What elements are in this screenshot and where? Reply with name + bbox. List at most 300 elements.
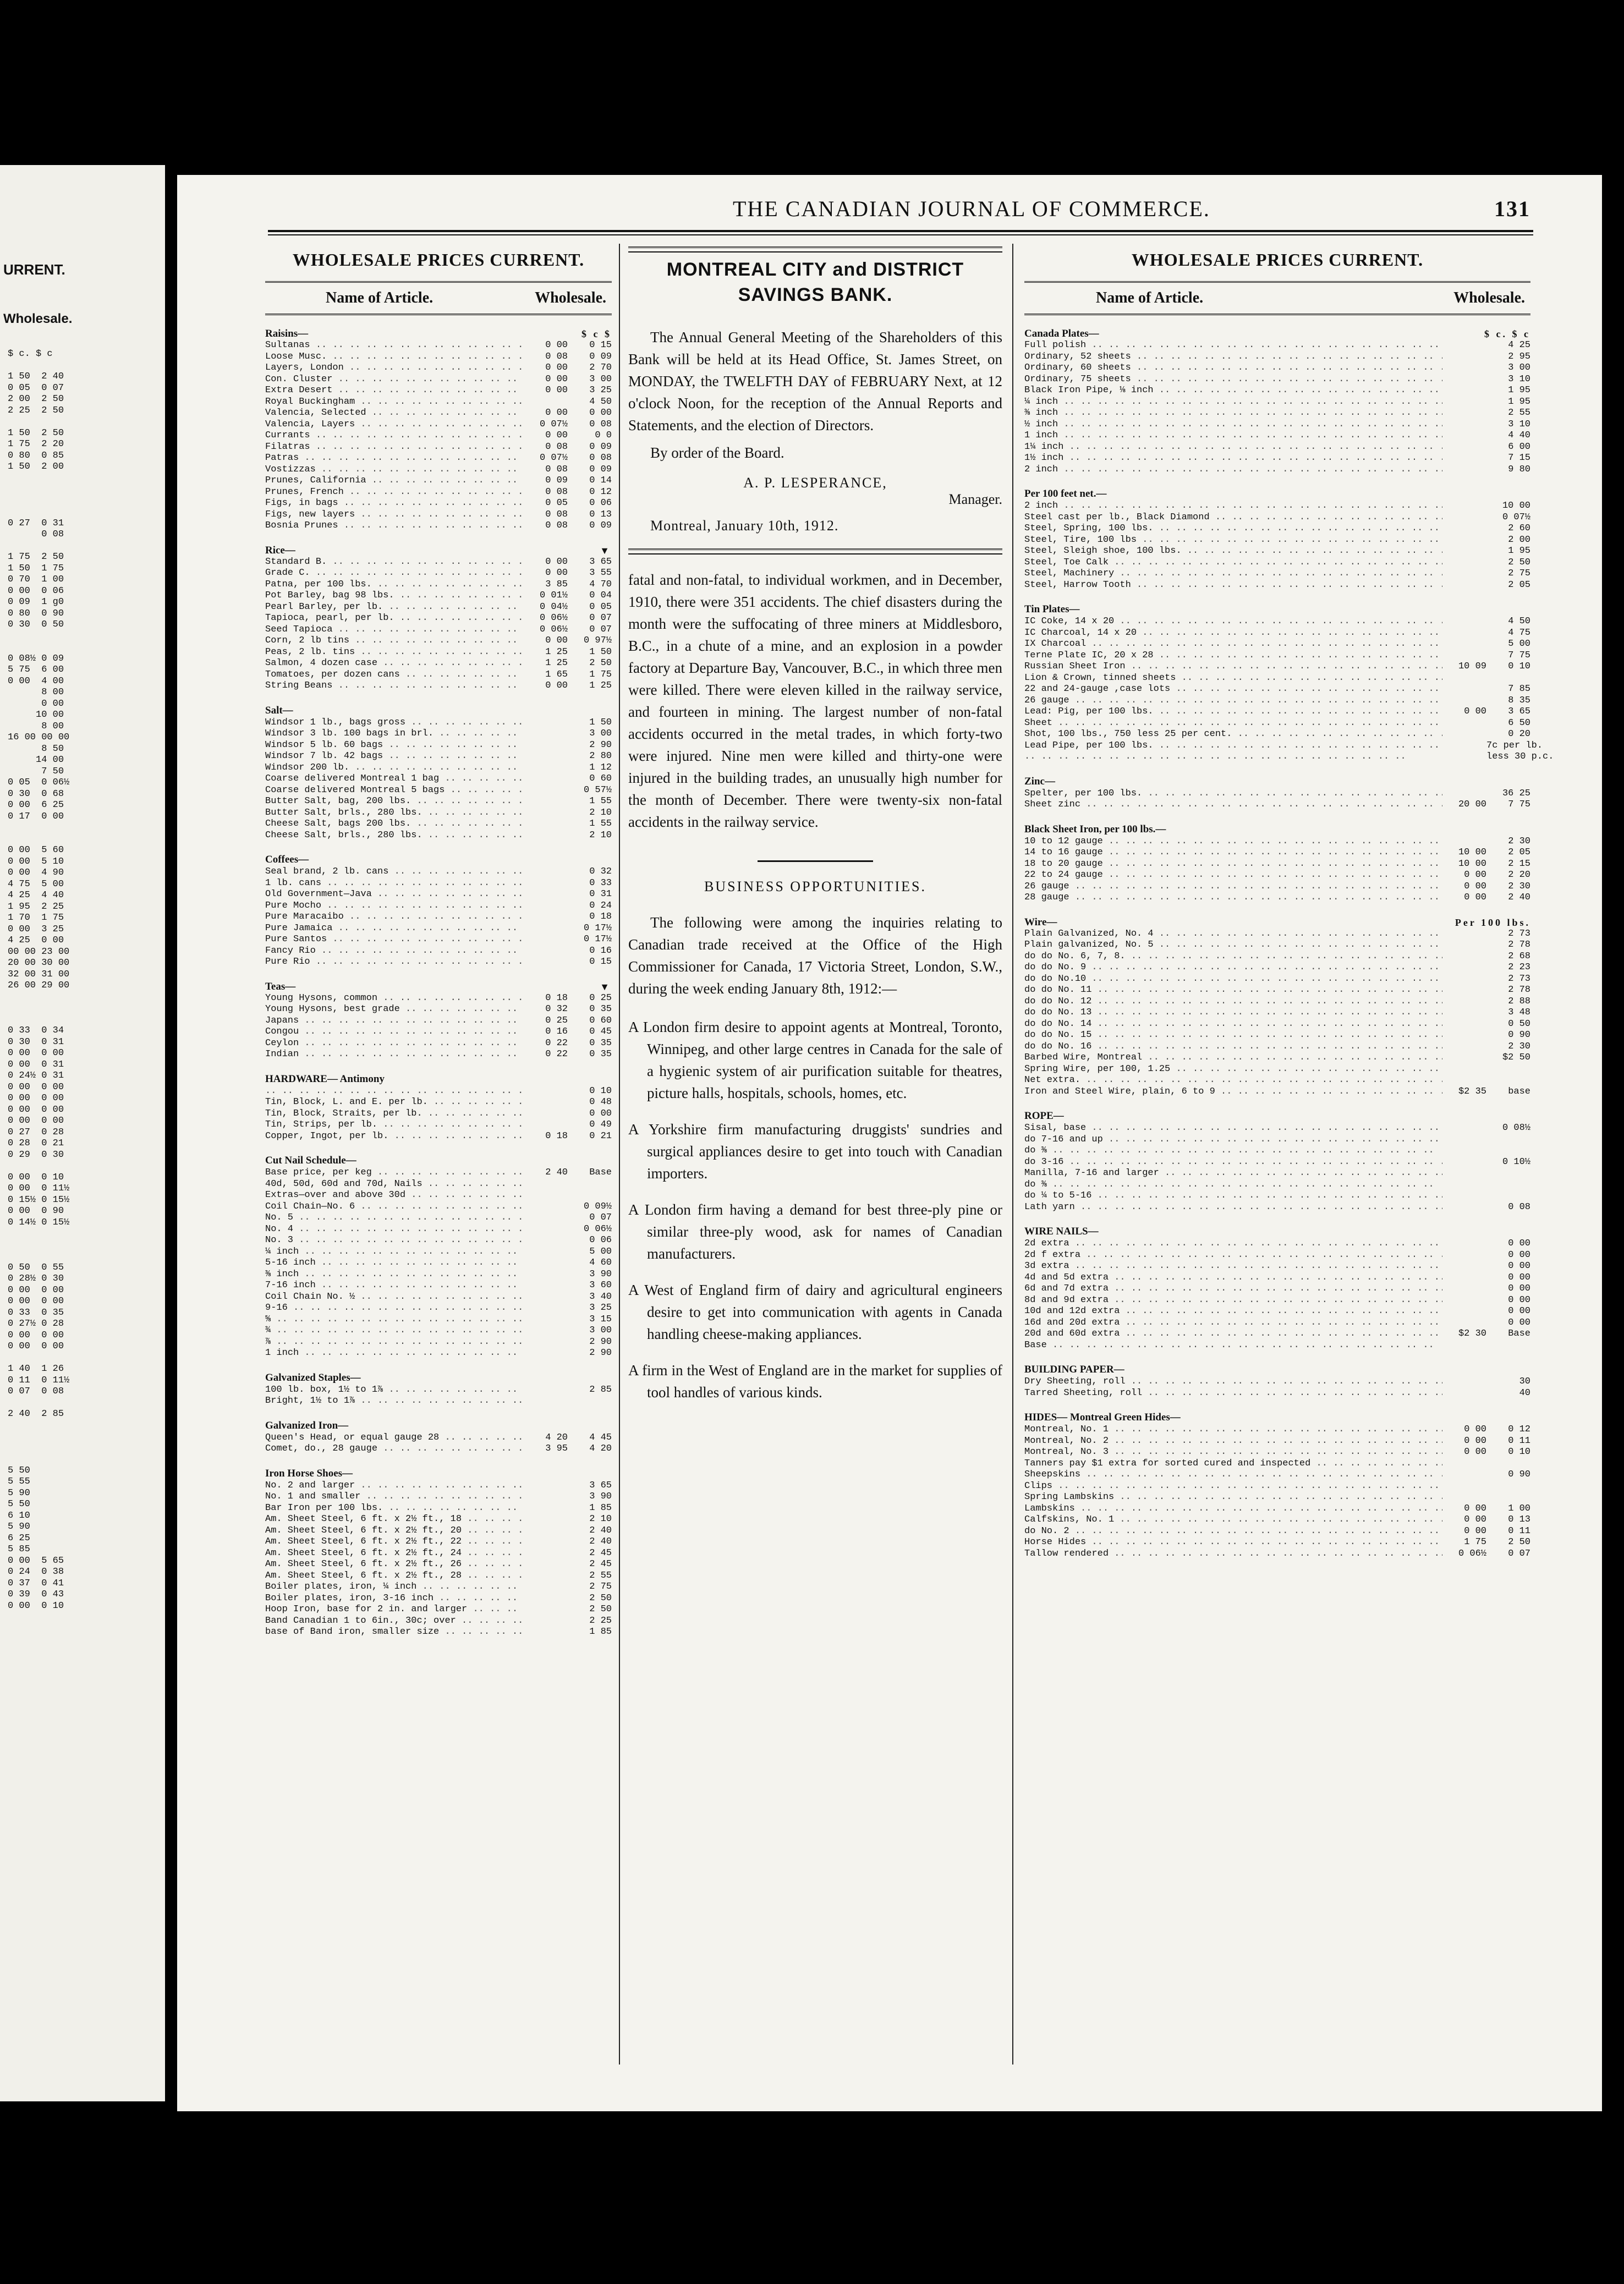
price-row	[265, 1337, 612, 1348]
article-name: ⅜ inch .. ..	[265, 1269, 524, 1281]
price-row	[1024, 442, 1530, 453]
price-high: 2 45	[589, 1559, 612, 1569]
price-high: 2 10	[589, 830, 612, 841]
article-name: Salmon, 4 dozen case .. ..	[265, 658, 524, 669]
price-high: 0 12	[1508, 1424, 1530, 1435]
price-row	[1024, 729, 1530, 740]
price-row	[265, 1616, 612, 1627]
price-high: 1 00	[1508, 1503, 1530, 1514]
facing-price-row: 0 00 4 90	[8, 868, 64, 878]
price-row	[1024, 1086, 1530, 1098]
facing-price-row: 0 15½ 0 15½	[8, 1194, 70, 1205]
article-name: Cheese Salt, bags 200 lbs. .. ..	[265, 819, 524, 830]
article-name: do 3-16 .. ..	[1024, 1157, 1442, 1168]
price-low	[524, 1280, 568, 1292]
price-low	[524, 1201, 568, 1213]
price-low: 0 08	[545, 520, 568, 531]
price-row	[1024, 1424, 1530, 1436]
facing-price-row	[0, 992, 165, 1003]
facing-price-row	[0, 496, 165, 507]
facing-price-row: 5 75 6 00	[8, 665, 64, 675]
price-low	[1442, 374, 1486, 386]
price-low: 0 00	[1464, 881, 1486, 892]
price-row	[1024, 940, 1530, 951]
price-low	[524, 1325, 568, 1337]
price-high: 4 70	[589, 579, 612, 590]
price-low	[524, 878, 568, 890]
facing-price-row	[0, 1014, 165, 1026]
price-row	[265, 1224, 612, 1236]
article-name: Terne Plate IC, 20 x 28 .. ..	[1024, 650, 1442, 662]
price-row	[1024, 1283, 1530, 1295]
price-low	[524, 1247, 568, 1258]
article-name: Layers, London .. ..	[265, 363, 524, 374]
facing-price-row: 0 27 0 31	[8, 518, 64, 529]
price-low	[524, 762, 568, 774]
price-high: 2 50	[1508, 557, 1530, 568]
article-name: Windsor 3 lb. 100 bags in brl. .. ..	[265, 728, 524, 740]
price-low	[1442, 1261, 1486, 1272]
price-low: 0 00	[545, 363, 568, 373]
article-name: Young Hysons, common .. ..	[265, 993, 524, 1004]
business-intro: The following were among the inquiries relating to Canadian trade received at the Office of the High Commissioner for Canada, 17 Victoria Street, London, S.W., during the week ending January 8th, 1912:—	[628, 914, 1002, 997]
price-low: 0 00	[545, 556, 568, 567]
price-high: 1 55	[589, 796, 612, 806]
facing-price-row: 5 55	[8, 1476, 30, 1487]
price-high: 0 07	[589, 1212, 612, 1223]
news-column	[628, 246, 1002, 1418]
price-high: 0 31	[589, 889, 612, 899]
price-row	[1024, 580, 1530, 591]
price-low	[1442, 430, 1486, 442]
price-row	[265, 1097, 612, 1108]
article-name: Full polish .. ..	[1024, 340, 1442, 352]
box-rule	[628, 548, 1002, 554]
section-heading: BUILDING PAPER—	[1024, 1364, 1124, 1375]
price-low	[1442, 557, 1486, 569]
price-low: 0 06½	[1458, 1548, 1486, 1559]
price-low	[1442, 684, 1486, 695]
article-name: Windsor 5 lb. 60 bags .. ..	[265, 740, 524, 751]
price-high: 2 78	[1508, 940, 1530, 950]
price-row	[1024, 1317, 1530, 1329]
article-name: Iron and Steel Wire, plain, 6 to 9 .. ..	[1024, 1086, 1442, 1098]
price-low: 0 00	[1464, 870, 1486, 880]
price-high: 7 75	[1508, 799, 1530, 810]
price-low	[1442, 535, 1486, 546]
section-heading: Tin Plates—	[1024, 603, 1080, 615]
price-high: 0 18	[589, 912, 612, 922]
price-low: 0 00	[545, 635, 568, 646]
price-low	[524, 1480, 568, 1492]
price-high: 0 09½	[583, 1201, 612, 1212]
price-high: 2 05	[1508, 847, 1530, 858]
article-name: Peas, 2 lb. tins .. ..	[265, 647, 524, 658]
price-high: 2 73	[1508, 928, 1530, 939]
price-low	[1442, 996, 1486, 1008]
price-high: 0 13	[589, 509, 612, 520]
price-low	[524, 1548, 568, 1560]
price-low	[1442, 718, 1486, 729]
price-row	[265, 808, 612, 819]
price-low: 0 00	[1464, 706, 1486, 717]
price-row	[1024, 1041, 1530, 1053]
price-row	[1024, 340, 1530, 352]
article-name: Valencia, Selected .. ..	[265, 408, 524, 419]
price-row	[1024, 1075, 1530, 1086]
price-row	[1024, 673, 1530, 684]
facing-price-row: 0 80 0 90	[8, 608, 64, 619]
article-name: Net extra. .. ..	[1024, 1075, 1442, 1086]
meeting-notice: The Annual General Meeting of the Shareholders of this Bank will be held at its Head Office, St. James Street, on MONDAY, the TWELFTH DAY of FEBRUARY Next, at 12 o'clock Noon, for the reception of the Annual Reports and Statements, and the election of Directors.	[628, 329, 1002, 433]
price-high: 1 50	[589, 717, 612, 728]
price-high: 2 50	[1508, 1537, 1530, 1547]
price-row	[1024, 1250, 1530, 1261]
price-high	[568, 1396, 612, 1407]
price-low: 10 09	[1458, 661, 1486, 672]
article-name: ½ inch .. ..	[1024, 419, 1442, 431]
price-row	[1024, 695, 1530, 707]
price-high: 0 10	[1508, 661, 1530, 672]
article-name: 9-16 .. ..	[265, 1303, 524, 1314]
price-row	[265, 1548, 612, 1560]
price-high: 5 00	[589, 1246, 612, 1257]
price-low	[1442, 1202, 1486, 1214]
article-name: do do No. 13 .. ..	[1024, 1007, 1442, 1019]
price-row	[265, 1525, 612, 1537]
price-row	[265, 397, 612, 408]
price-low	[1442, 1283, 1486, 1295]
opportunity-item: A West of England firm of dairy and agricultural engineers desire to get into communication with agents in Canada handling cheese-making appliances.	[628, 1282, 1002, 1342]
article-name: 2d f extra .. ..	[1024, 1250, 1442, 1261]
price-low: 1 65	[545, 669, 568, 680]
price-high: 0 08	[589, 419, 612, 430]
price-row	[265, 1086, 612, 1097]
price-high: 2 20	[1508, 870, 1530, 880]
price-row	[1024, 718, 1530, 729]
facing-price-row: 0 08½ 0 09	[8, 653, 64, 664]
article-name: Pearl Barley, per lb. .. ..	[265, 602, 524, 613]
price-high: 4 20	[589, 1443, 612, 1454]
price-low	[1442, 740, 1486, 752]
price-row	[1024, 1492, 1530, 1503]
facing-price-row: 0 39 0 43	[8, 1589, 64, 1600]
article-name: IC Coke, 14 x 20 .. ..	[1024, 616, 1442, 628]
price-low	[1442, 1340, 1486, 1352]
section-heading: HIDES— Montreal Green Hides—	[1024, 1412, 1181, 1423]
price-high: 3 00	[589, 728, 612, 739]
article-name: Tanners pay $1 extra for sorted cured and inspected .. ..	[1024, 1458, 1442, 1470]
facing-price-row	[0, 1003, 165, 1014]
price-high: 0 24	[589, 900, 612, 911]
price-high: 0 45	[589, 1026, 612, 1037]
price-low: 0 08	[545, 509, 568, 520]
facing-price-row: 5 50	[8, 1499, 30, 1509]
article-name: Montreal, No. 3 .. ..	[1024, 1447, 1442, 1458]
price-row	[265, 889, 612, 901]
facing-price-row	[0, 360, 165, 372]
price-row	[265, 374, 612, 386]
price-low	[1442, 1134, 1486, 1146]
facing-price-row	[0, 473, 165, 485]
article-name: Steel, Spring, 100 lbs. .. ..	[1024, 523, 1442, 535]
price-high: 2 45	[589, 1547, 612, 1558]
article-name: Butter Salt, bag, 200 lbs. .. ..	[265, 796, 524, 808]
price-row	[265, 602, 612, 613]
notice-date: Montreal, January 10th, 1912.	[650, 518, 839, 534]
price-high: 0 60	[589, 773, 612, 784]
price-high: 3 65	[589, 556, 612, 567]
price-row	[1024, 1503, 1530, 1515]
price-low: 0 25	[545, 1015, 568, 1026]
price-row	[265, 901, 612, 912]
facing-page-title: URRENT.	[3, 261, 65, 278]
price-high: 4 50	[1508, 616, 1530, 627]
article-name: Am. Sheet Steel, 6 ft. x 2½ ft., 18 .. ..	[265, 1514, 524, 1525]
article-name	[265, 1086, 524, 1097]
article-name: Boiler plates, iron, 3-16 inch .. ..	[265, 1593, 524, 1605]
price-row	[1024, 1526, 1530, 1538]
price-row	[1024, 639, 1530, 650]
article-name: Japans .. ..	[265, 1015, 524, 1027]
price-row	[265, 1396, 612, 1407]
price-low	[1442, 385, 1486, 397]
article-name: 22 and 24-gauge ,case lots .. ..	[1024, 684, 1442, 695]
price-low	[1442, 751, 1486, 763]
price-low	[524, 1385, 568, 1396]
price-high: 3 25	[589, 385, 612, 396]
price-low: 0 00	[545, 385, 568, 396]
price-row	[1024, 650, 1530, 662]
price-row	[265, 1108, 612, 1120]
price-low	[524, 1348, 568, 1359]
price-high: 2 10	[589, 807, 612, 818]
facing-price-row: 0 33 0 34	[8, 1025, 64, 1036]
article-name: Pure Maracaibo .. ..	[265, 912, 524, 923]
price-high: less 30 p.c.	[1486, 751, 1554, 762]
facing-price-row: 0 00 0 00	[8, 1341, 64, 1352]
facing-price-row: 0 14½ 0 15½	[8, 1217, 70, 1228]
article-name: do do No. 14 .. ..	[1024, 1019, 1442, 1030]
price-high	[1486, 1179, 1530, 1191]
price-low: 0 05	[545, 498, 568, 508]
price-row	[265, 1049, 612, 1061]
facing-price-row: 0 30 0 31	[8, 1036, 64, 1047]
price-row	[265, 1179, 612, 1190]
price-row	[265, 1038, 612, 1050]
facing-price-row: 0 08	[8, 529, 64, 540]
facing-price-row	[0, 541, 165, 552]
article-name: Pure Rio .. ..	[265, 957, 524, 968]
article-name: Butter Salt, brls., 280 lbs. .. ..	[265, 808, 524, 819]
price-row	[1024, 799, 1530, 811]
price-high: 2 90	[589, 1336, 612, 1347]
article-name: do do No. 11 .. ..	[1024, 985, 1442, 996]
article-name: 14 to 16 gauge .. ..	[1024, 847, 1442, 859]
price-row	[265, 475, 612, 487]
article-name: Clips .. ..	[1024, 1481, 1442, 1492]
article-name: Pot Barley, bag 98 lbs. .. ..	[265, 590, 524, 602]
price-high: 0 20	[1508, 729, 1530, 739]
article-name: Tin, Block, Straits, per lb. .. ..	[265, 1108, 524, 1120]
price-high: 0 49	[589, 1119, 612, 1130]
price-low: 1 25	[545, 646, 568, 657]
price-row	[1024, 352, 1530, 363]
price-high: 0 00	[1508, 1306, 1530, 1316]
facing-price-row: 00 00 23 00	[8, 946, 70, 957]
article-name: do do No. 6, 7, 8. .. ..	[1024, 951, 1442, 963]
price-low	[524, 1337, 568, 1348]
price-low: 0 00	[545, 340, 568, 350]
facing-price-row: 0 00 0 90	[8, 1206, 64, 1216]
price-row	[1024, 363, 1530, 374]
price-high: 2 68	[1508, 951, 1530, 962]
price-high: 2 60	[1508, 523, 1530, 534]
price-row	[1024, 1340, 1530, 1352]
price-low	[1442, 1306, 1486, 1317]
price-row	[1024, 661, 1530, 673]
price-row	[265, 669, 612, 681]
price-high: 0 08	[1508, 1201, 1530, 1212]
article-name: Seed Tapioca .. ..	[265, 624, 524, 636]
section-heading: Wire—	[1024, 916, 1057, 928]
price-high: 0 50	[1508, 1018, 1530, 1029]
price-low: 0 00	[545, 680, 568, 691]
price-row	[1024, 1306, 1530, 1317]
price-low	[1442, 1238, 1486, 1250]
price-low	[524, 1582, 568, 1593]
price-low	[1442, 1064, 1486, 1075]
facing-price-row	[0, 822, 165, 834]
facing-price-row: 0 00 0 00	[8, 1284, 64, 1295]
facing-price-row	[0, 1228, 165, 1240]
price-low: 0 07½	[539, 419, 568, 430]
price-high: 2 25	[589, 1615, 612, 1626]
article-name: Plain Galvanized, No. 4 .. ..	[1024, 929, 1442, 940]
price-high: 0 32	[589, 866, 612, 877]
price-high: $2 50	[1502, 1052, 1530, 1063]
price-low	[524, 1536, 568, 1548]
price-high: 0 08½	[1502, 1123, 1530, 1133]
price-high	[1486, 1145, 1530, 1157]
price-high: 3 10	[1508, 419, 1530, 430]
price-low	[1442, 695, 1486, 707]
facing-price-row	[0, 484, 165, 496]
article-name: do ¼ to 5-16 .. ..	[1024, 1190, 1442, 1202]
price-low	[1442, 408, 1486, 419]
price-high: 0 06½	[583, 1223, 612, 1234]
price-low	[524, 1303, 568, 1314]
article-name: Con. Cluster .. ..	[265, 374, 524, 386]
price-high: 0 00	[1508, 1261, 1530, 1271]
price-high: 0 07	[589, 624, 612, 635]
price-row	[265, 520, 612, 532]
article-name: ¼ inch .. ..	[1024, 397, 1442, 408]
price-row	[265, 830, 612, 842]
price-row	[265, 1269, 612, 1281]
article-name: Montreal, No. 1 .. ..	[1024, 1424, 1442, 1436]
price-row	[265, 1280, 612, 1292]
article-name: Extras—over and above 30d .. ..	[265, 1190, 524, 1201]
price-low	[524, 751, 568, 762]
facing-price-row: 20 00 30 00	[8, 958, 70, 968]
price-low	[524, 819, 568, 830]
price-row	[265, 1325, 612, 1337]
facing-price-row: 32 00 31 00	[8, 969, 70, 980]
price-row	[265, 796, 612, 808]
price-low: 1 75	[1464, 1537, 1486, 1547]
column-title: WHOLESALE PRICES CURRENT.	[1131, 250, 1424, 270]
currency-marker: $ c $	[581, 328, 612, 339]
price-high: 0 33	[589, 877, 612, 888]
price-high: 0 00	[1508, 1283, 1530, 1294]
price-low	[524, 889, 568, 901]
article-name: No. 4 .. ..	[265, 1224, 524, 1236]
price-high: 0 17½	[583, 923, 612, 934]
article-name: Hoop Iron, base for 2 in. and larger .. ..	[265, 1604, 524, 1616]
price-high: 2 95	[1508, 351, 1530, 362]
price-low	[1442, 397, 1486, 408]
price-high: 2 40	[1508, 892, 1530, 903]
price-row	[265, 1201, 612, 1213]
price-row	[1024, 1436, 1530, 1447]
price-low: $2 35	[1458, 1086, 1486, 1097]
price-row	[265, 1303, 612, 1314]
price-high: 0 00	[1508, 1272, 1530, 1283]
article-name: Fancy Rio .. ..	[265, 946, 524, 957]
price-high: 2 55	[1508, 408, 1530, 418]
price-low	[1442, 962, 1486, 974]
article-name: Band Canadian 1 to 6in., 30c; over .. ..	[265, 1616, 524, 1627]
article-name: Tallow rendered .. ..	[1024, 1549, 1442, 1560]
article-name: Montreal, No. 2 .. ..	[1024, 1436, 1442, 1447]
price-row	[1024, 836, 1530, 848]
article-name: IX Charcoal .. ..	[1024, 639, 1442, 650]
price-high: base	[1508, 1086, 1530, 1097]
price-high: 2 23	[1508, 962, 1530, 973]
price-low	[524, 1604, 568, 1616]
article-name: IC Charcoal, 14 x 20 .. ..	[1024, 628, 1442, 639]
price-row	[265, 1536, 612, 1548]
price-low	[1442, 1030, 1486, 1041]
price-row	[265, 819, 612, 830]
facing-price-row: 0 70 1 00	[8, 574, 64, 585]
article-name: 20d and 60d extra .. ..	[1024, 1328, 1442, 1340]
price-list	[1024, 327, 1554, 1560]
facing-price-row: 2 25 2 50	[8, 405, 64, 416]
price-low	[1442, 729, 1486, 740]
price-low	[524, 1616, 568, 1627]
article-name: 1½ inch .. ..	[1024, 453, 1442, 464]
price-low	[524, 1269, 568, 1281]
price-low	[1442, 616, 1486, 628]
facing-price-row	[0, 1353, 165, 1364]
price-high: 10 00	[1502, 501, 1530, 511]
price-high: 7 75	[1508, 650, 1530, 661]
price-high: 0 14	[589, 475, 612, 486]
price-row	[265, 1432, 612, 1444]
article-name: Currants .. ..	[265, 430, 524, 442]
price-row	[1024, 985, 1530, 996]
article-name: Plain galvanized, No. 5 .. ..	[1024, 940, 1442, 951]
price-low	[524, 1258, 568, 1269]
article-name: 1¼ inch .. ..	[1024, 442, 1442, 453]
opportunity-item: A Yorkshire firm manufacturing druggists' sundries and surgical appliances desire to get into touch with Canadian importers.	[628, 1121, 1002, 1182]
price-high: 1 50	[589, 646, 612, 657]
article-text: fatal and non-fatal, to individual workmen, and in December, 1910, there were 351 accidents. The chief disasters during the month were the suffocating of three miners at Middlesboro, B.C., in a chute of a mine, and an explosion in a powder factory at Departure Bay, Vancouver, B.C., in which three men were killed. There were eleven killed in the railway service, and fourteen in mining. The largest number of non-fatal accidents occurred in the metal trades, in which forty-two were injured. Nine men were killed and thirty-one were injured in the building trades, an unusually high number for the month of December. There were twenty-six non-fatal accidents in the railway service.	[628, 572, 1002, 830]
article-name: Sisal, base .. ..	[1024, 1123, 1442, 1134]
price-low	[524, 1593, 568, 1605]
